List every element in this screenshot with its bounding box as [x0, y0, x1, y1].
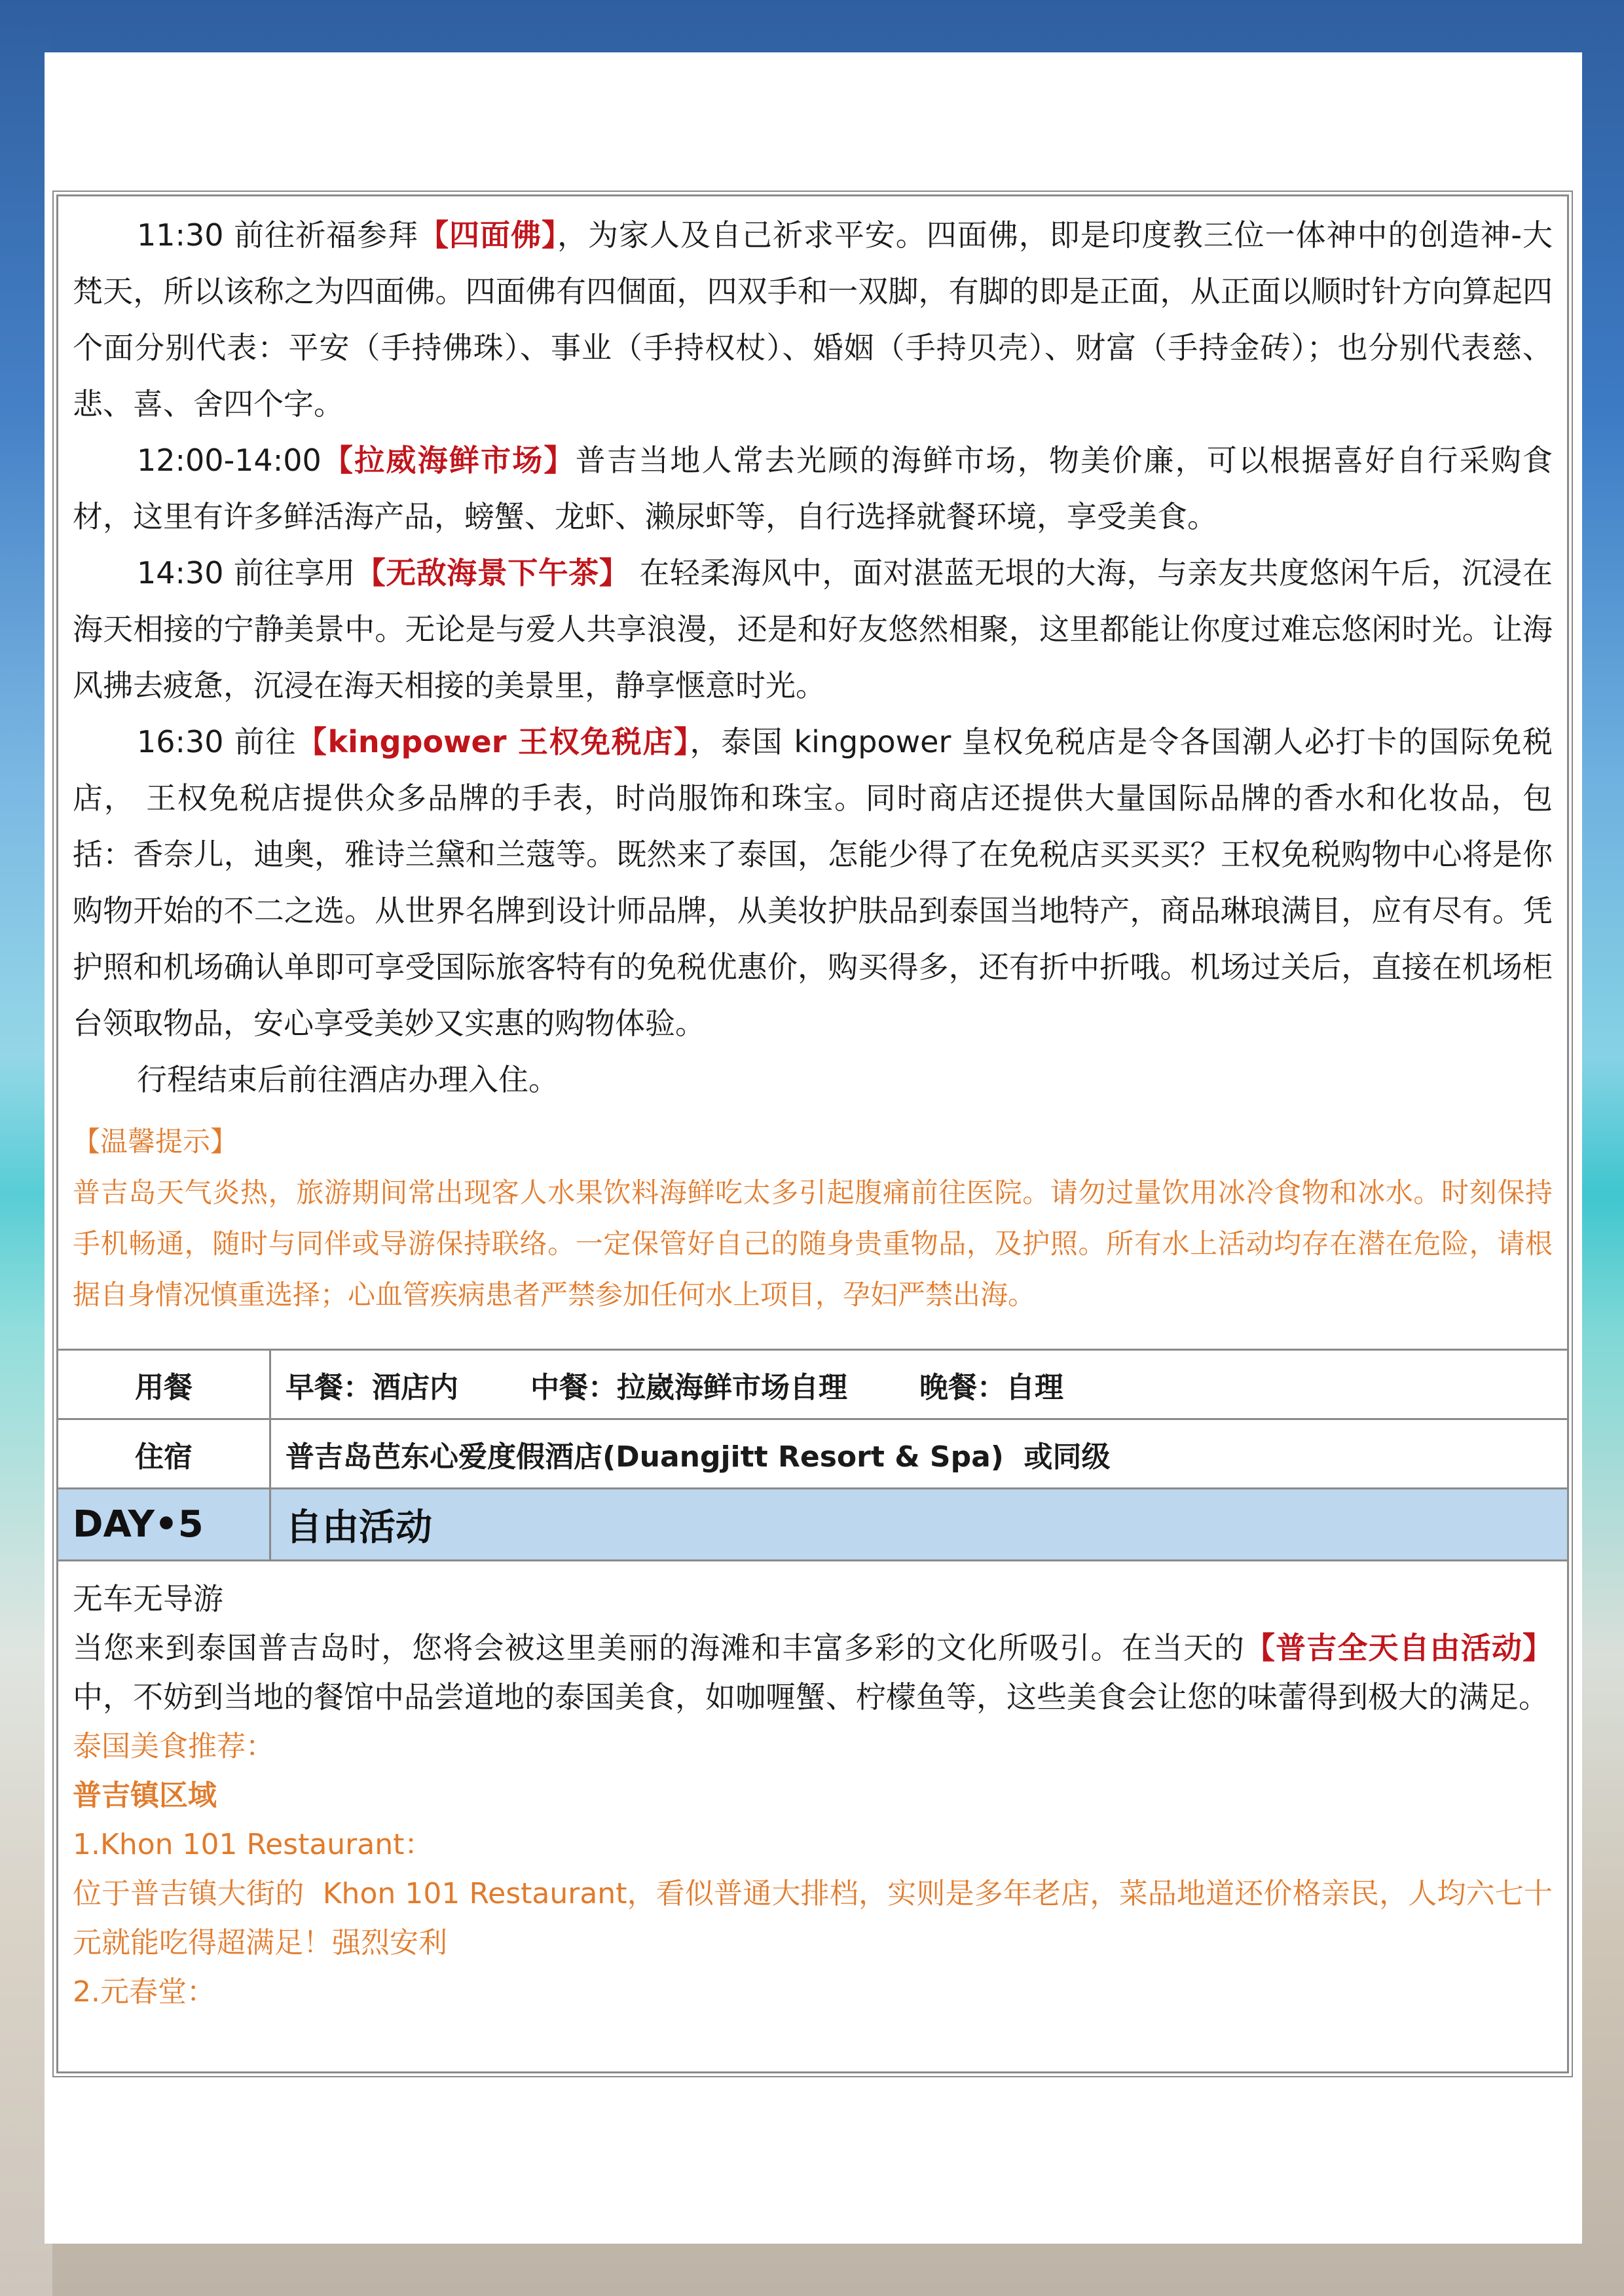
schedule-paragraph-kingpower: [73, 714, 1553, 1051]
day-number: DAY•5: [58, 1489, 271, 1559]
intro-text: 中，不妨到当地的餐馆中品尝道地的泰国美食，如咖喱蟹、柠檬鱼等，这些美食会让您的味蕾得到极大的满足。: [73, 1679, 1549, 1715]
tips-body: 普吉岛天气炎热，旅游期间常出现客人水果饮料海鲜吃太多引起腹痛前往医院。请勿过量饮用冰冷食物和冰水。时刻保持手机畅通，随时与同伴或导游保持联络。一定保管好自己的随身贵重物品，及护照。所有水上活动均存在潜在危险，请根据自身情况慎重选择；心血管疾病患者严禁参加任何水上项目，孕妇严禁出海。: [73, 1176, 1553, 1311]
itinerary-table: [56, 194, 1569, 2073]
food-recommend-title: 泰国美食推荐：: [73, 1730, 274, 1763]
meal-label: 用餐: [58, 1351, 271, 1418]
schedule-time: 11:30 前往祈福参拜: [137, 217, 419, 253]
lunch-info: 中餐：拉崴海鲜市场自理: [530, 1370, 847, 1404]
schedule-time: 12:00-14:00: [137, 443, 322, 478]
schedule-text: ，为家人及自己祈求平安。四面佛，即是印度教三位一体神中的创造神-大梵天，所以该称之为四面佛。四面佛有四個面，四双手和一双脚，有脚的即是正面，从正面以顺时针方向算起四个面分别代表：平安（手持佛珠）、事业（手持权杖）、婚姻（手持贝壳）、财富（手持金砖）；也分别代表慈、悲、喜、舍四个字。: [73, 217, 1553, 422]
attraction-highlight: 【四面佛】: [418, 217, 557, 253]
schedule-time: 14:30 前往享用: [137, 555, 356, 591]
intro-text: 当您来到泰国普吉岛时，您将会被这里美丽的海滩和丰富多彩的文化所吸引。在当天的: [73, 1630, 1246, 1666]
day5-details: [58, 1559, 1567, 2075]
warm-tips: [58, 1116, 1567, 1321]
schedule-text: 普吉当地人常去光顾的海鲜市场，物美价廉，可以根据喜好自行采购食材，这里有许多鲜活海产品，螃蟹、龙虾、濑尿虾等，自行选择就餐环境，享受美食。: [73, 443, 1553, 534]
meal-row: [58, 1349, 1567, 1418]
schedule-text: 在轻柔海风中，面对湛蓝无垠的大海，与亲友共度悠闲午后，沉浸在海天相接的宁静美景中。无论是与爱人共享浪漫，还是和好友悠然相聚，这里都能让你度过难忘悠闲时光。让海风拂去疲惫，沉浸在海天相接的美景里，静享惬意时光。: [73, 555, 1553, 703]
hotel-name: 普吉岛芭东心爱度假酒店(Duangjitt Resort & Spa) 或同级: [286, 1440, 1111, 1474]
schedule-paragraph-afternoon-tea: [73, 545, 1553, 714]
attraction-highlight: 【kingpower 王权免税店】: [296, 724, 690, 759]
day-schedule: [58, 207, 1567, 1108]
schedule-time: 16:30 前往: [137, 724, 297, 759]
tips-title: 【温馨提示】: [73, 1125, 238, 1157]
hotel-row: [58, 1418, 1567, 1487]
day-title: 自由活动: [286, 1506, 432, 1549]
hotel-content: [271, 1420, 1567, 1487]
breakfast-info: 早餐：酒店内: [286, 1370, 458, 1404]
schedule-paragraph-hotel-checkin: [73, 1051, 1553, 1108]
dinner-info: 晚餐：自理: [919, 1370, 1063, 1404]
schedule-text: ，泰国 kingpower 皇权免税店是令各国潮人必打卡的国际免税店， 王权免税店提供众多品牌的手表，时尚服饰和珠宝。同时商店还提供大量国际品牌的香水和化妆品，包括：香奈儿，迪奥，雅诗兰黛和兰蔻等。既然来了泰国，怎能少得了在免税店买买买？王权免税购物中心将是你购物开始的不二之选。从世界名牌到设计师品牌，从美妆护肤品到泰国当地特产，商品琳琅满目，应有尽有。凭护照和机场确认单即可享受国际旅客特有的免税优惠价，购买得多，还有折中折哦。机场过关后，直接在机场柜台领取物品，安心享受美妙又实惠的购物体验。: [73, 724, 1553, 1041]
restaurant-1-title: 1.Khon 101 Restaurant：: [73, 1828, 434, 1861]
hotel-label: 住宿: [58, 1420, 271, 1487]
meal-content: [271, 1351, 1567, 1418]
schedule-paragraph-seafood-market: [73, 432, 1553, 545]
no-car-guide-note: 无车无导游: [73, 1581, 223, 1616]
free-day-highlight: 【普吉全天自由活动】: [1245, 1630, 1553, 1666]
schedule-text: 行程结束后前往酒店办理入住。: [137, 1062, 559, 1097]
day-header-row: [58, 1487, 1567, 1559]
attraction-highlight: 【拉威海鲜市场】: [321, 443, 576, 478]
restaurant-2-title: 2.元春堂：: [73, 1975, 215, 2009]
attraction-highlight: 【无敌海景下午茶】: [355, 555, 630, 591]
restaurant-1-description: 位于普吉镇大街的 Khon 101 Restaurant，看似普通大排档，实则是多年老店，菜品地道还价格亲民，人均六七十元就能吃得超满足！强烈安利: [73, 1877, 1553, 1959]
day5-intro: [73, 1624, 1553, 1722]
schedule-paragraph-four-face-buddha: [73, 207, 1553, 432]
area-title: 普吉镇区域: [73, 1779, 217, 1812]
